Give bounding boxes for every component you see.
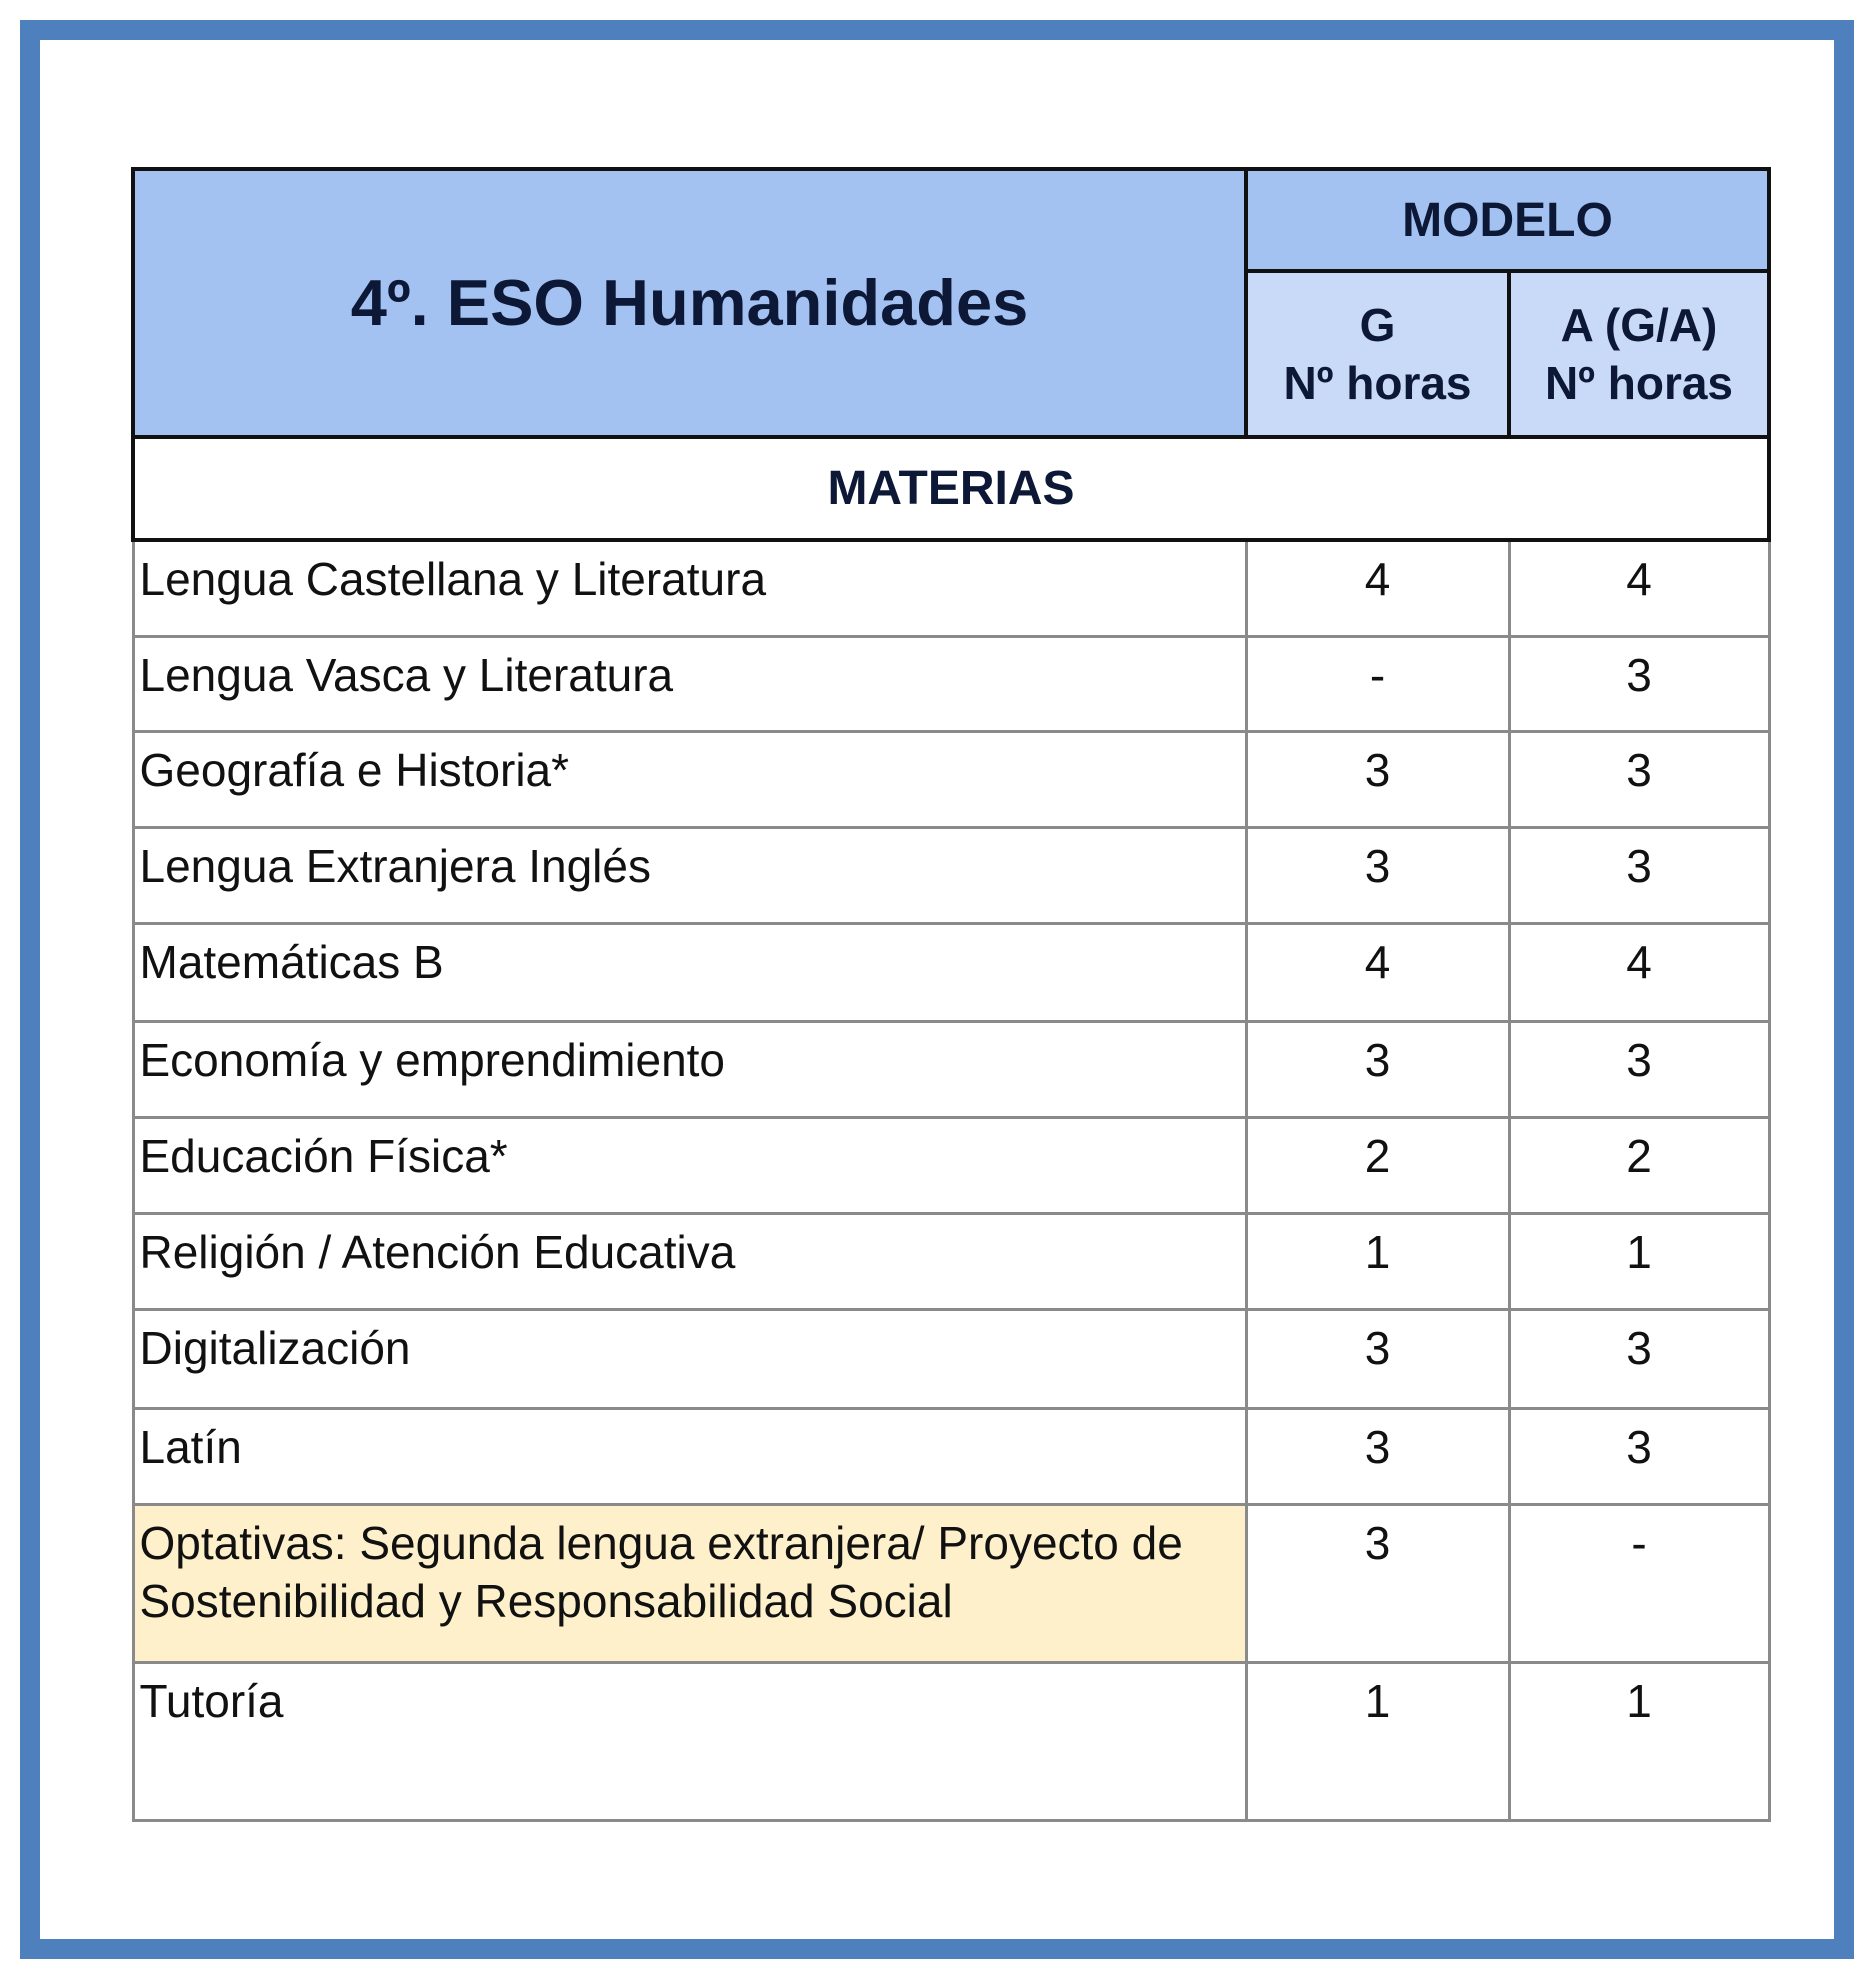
subject-cell-optional: Optativas: Segunda lengua extranjera/ Proyecto de Sostenibilidad y Responsabilidad Social [133,1504,1246,1662]
hours-g-cell: - [1246,636,1509,731]
subject-cell: Educación Física* [133,1117,1246,1213]
subject-cell: Lengua Extranjera Inglés [133,827,1246,923]
hours-a-cell: 3 [1509,731,1769,827]
column-header-a-model: A (G/A) [1560,299,1718,351]
hours-a-cell: 3 [1509,1309,1769,1408]
table-row [133,923,1769,1021]
subject-cell: Digitalización [133,1309,1246,1408]
subject-cell: Geografía e Historia* [133,731,1246,827]
subject-cell: Latín [133,1408,1246,1504]
table-row [133,1662,1769,1820]
hours-a-cell: 3 [1509,827,1769,923]
hours-a-cell: 3 [1509,1408,1769,1504]
table-row [133,731,1769,827]
hours-g-cell: 1 [1246,1213,1509,1309]
hours-a-cell: 4 [1509,923,1769,1021]
hours-g-cell: 3 [1246,731,1509,827]
hours-g-cell: 3 [1246,1309,1509,1408]
hours-a-cell: 3 [1509,1021,1769,1117]
table-row-optional [133,1504,1769,1662]
hours-a-cell: 1 [1509,1662,1769,1820]
column-header-a-hours: Nº horas [1544,357,1734,409]
hours-g-cell: 4 [1246,923,1509,1021]
hours-g-cell: 3 [1246,1408,1509,1504]
hours-g-cell: 3 [1246,1021,1509,1117]
hours-g-cell: 4 [1246,540,1509,636]
table-title: 4º. ESO Humanidades [133,169,1246,437]
subject-cell: Religión / Atención Educativa [133,1213,1246,1309]
subject-cell: Lengua Castellana y Literatura [133,540,1246,636]
modelo-header: MODELO [1246,169,1769,271]
column-header-g-hours: Nº horas [1283,357,1472,409]
table-row [133,1309,1769,1408]
table-row [133,1408,1769,1504]
hours-g-cell: 3 [1246,1504,1509,1662]
header-row-top [133,169,1769,271]
hours-a-cell: - [1509,1504,1769,1662]
hours-g-cell: 1 [1246,1662,1509,1820]
hours-a-cell: 2 [1509,1117,1769,1213]
hours-a-cell: 4 [1509,540,1769,636]
table-row [133,1117,1769,1213]
subject-cell: Lengua Vasca y Literatura [133,636,1246,731]
table-row [133,540,1769,636]
subject-cell: Tutoría [133,1662,1246,1820]
table-row [133,827,1769,923]
subject-cell: Matemáticas B [133,923,1246,1021]
column-header-g-model: G [1359,299,1396,351]
hours-a-cell: 1 [1509,1213,1769,1309]
hours-a-cell: 3 [1509,636,1769,731]
subject-cell: Economía y emprendimiento [133,1021,1246,1117]
column-header-g [1246,271,1509,437]
hours-g-cell: 3 [1246,827,1509,923]
table-row [133,1213,1769,1309]
subjects-table [131,167,1771,1822]
materias-label: MATERIAS [133,437,1769,540]
hours-g-cell: 2 [1246,1117,1509,1213]
table-row [133,1021,1769,1117]
materias-row [133,437,1769,540]
column-header-a [1509,271,1769,437]
table-row [133,636,1769,731]
